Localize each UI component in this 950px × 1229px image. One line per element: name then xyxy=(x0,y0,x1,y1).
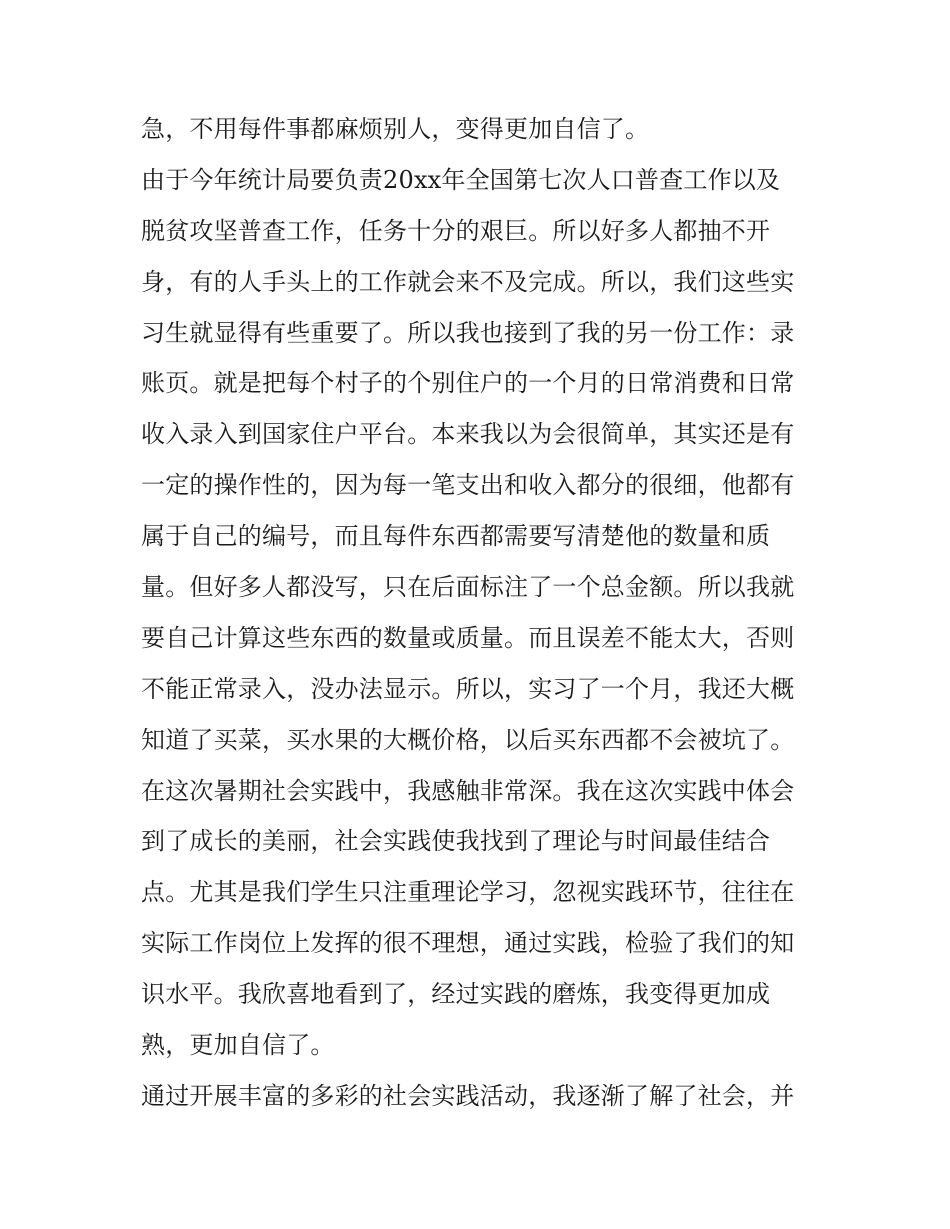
text-line: 急，不用每件事都麻烦别人，变得更加自信了。 xyxy=(141,115,650,143)
text-line: 熟，更加自信了。 xyxy=(141,1031,335,1060)
text-line: 属于自己的编号，而且每件东西都需要写清楚他的数量和质 xyxy=(141,522,771,551)
document-body xyxy=(141,104,821,1122)
text-line: 账页。就是把每个村子的个别住户的一个月的日常消费和日常 xyxy=(141,369,795,398)
text-line: 脱贫攻坚普查工作，任务十分的艰巨。所以好多人都抽不开 xyxy=(141,216,771,245)
text-line: 不能正常录入，没办法显示。所以，实习了一个月，我还大概 xyxy=(141,674,795,703)
text-line: 收入录入到国家住户平台。本来我以为会很简单，其实还是有 xyxy=(141,420,795,449)
text-line: 实际工作岗位上发挥的很不理想，通过实践，检验了我们的知 xyxy=(141,929,795,958)
text-line: 到了成长的美丽，社会实践使我找到了理论与时间最佳结合 xyxy=(141,827,771,856)
text-line: 要自己计算这些东西的数量或质量。而且误差不能太大，否则 xyxy=(141,623,795,652)
text-line: 知道了买菜，买水果的大概价格，以后买东西都不会被坑了。 xyxy=(141,725,795,754)
text-line: 量。但好多人都没写，只在后面标注了一个总金额。所以我就 xyxy=(141,573,795,602)
text-line: 身，有的人手头上的工作就会来不及完成。所以，我们这些实 xyxy=(141,267,795,296)
text-line: 通过开展丰富的多彩的社会实践活动，我逐渐了解了社会，并 xyxy=(141,1081,795,1110)
text-line: 习生就显得有些重要了。所以我也接到了我的另一份工作：录 xyxy=(141,318,795,347)
text-line: 识水平。我欣喜地看到了，经过实践的磨炼，我变得更加成 xyxy=(141,980,771,1009)
text-line: 点。尤其是我们学生只注重理论学习，忽视实践环节，往往在 xyxy=(141,878,795,907)
text-line: 由于今年统计局要负责20xx年全国第七次人口普查工作以及 xyxy=(141,165,781,194)
text-line: 一定的操作性的，因为每一笔支出和收入都分的很细，他都有 xyxy=(141,471,795,500)
text-line: 在这次暑期社会实践中，我感触非常深。我在这次实践中体会 xyxy=(141,776,795,805)
